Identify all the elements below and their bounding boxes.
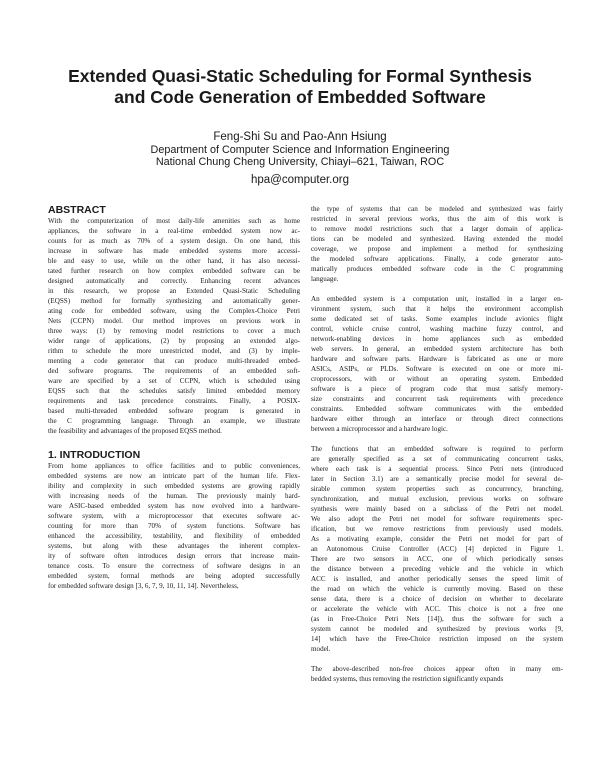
text-line: some dedicated set of tasks. Some examples include avionics flight bbox=[311, 315, 563, 323]
text-line: coverage, we propose and implement a method for synthesizing bbox=[311, 245, 563, 253]
text-line: an Autonomous Cruise Controller (ACC) [4] depicted in Figure 1. bbox=[311, 545, 563, 553]
text-line: ware ASIC-based embedded system has now evolved into a hardware- bbox=[48, 502, 300, 510]
text-line: ity of software often introduces design errors that increase main- bbox=[48, 552, 300, 560]
author-block bbox=[40, 131, 560, 186]
text-line: network-enabling devices in home appliances such as embedded bbox=[311, 335, 563, 343]
text-line: vironment system, such that it helps the environment accomplish bbox=[311, 305, 563, 313]
body-paragraph bbox=[311, 444, 563, 654]
text-line: The above-described non-free choices appear often in many em- bbox=[311, 665, 563, 673]
text-line: to remove model restrictions such that a larger domain of applica- bbox=[311, 225, 563, 233]
text-line: the type of systems that can be modeled and synthesized was fairly bbox=[311, 205, 563, 213]
text-line: restricted in several previous works, thus the aim of this work is bbox=[311, 215, 563, 223]
text-line: software system, with a microprocessor that executes software ac- bbox=[48, 512, 300, 520]
text-line: designed automatically and correctly. Enhancing recent advances bbox=[48, 277, 300, 285]
text-line: the road on which the vehicle is currently moving. Based on these bbox=[311, 585, 563, 593]
abstract-text bbox=[48, 216, 300, 436]
author-names: Feng-Shi Su and Pao-Ann Hsiung bbox=[213, 131, 387, 143]
text-line: ating code for embedded software, using the Complex-Choice Petri bbox=[48, 307, 300, 315]
text-line: An embedded system is a computation unit, installed in a larger en- bbox=[311, 295, 563, 303]
introduction-heading: 1. INTRODUCTION bbox=[48, 449, 141, 461]
text-line: constraints. Embedded software communicates with the embedded bbox=[311, 405, 563, 413]
text-line: hardware either through an interface or through direct connections bbox=[311, 415, 563, 423]
text-line: ACC is installed, and another periodically senses the speed limit of bbox=[311, 575, 563, 583]
text-line: later in Section 3.1) are a semantically precise model for several de- bbox=[311, 475, 563, 483]
text-line: embedded system, formal methods are being adopted successfully bbox=[48, 572, 300, 580]
text-line: (as in Free-Choice Petri Nets [14]), thus the software for such a bbox=[311, 615, 563, 623]
text-line: increase in software has made embedded systems more accessi- bbox=[48, 247, 300, 255]
text-line: With the computerization of most daily-life amenities such as home bbox=[48, 217, 300, 225]
text-line: software is a piece of program code that must satisfy memory- bbox=[311, 385, 563, 393]
text-line: systems, but along with these advantages the inherent complex- bbox=[48, 542, 300, 550]
text-line: three ways: (1) by removing model restrictions to cover a much bbox=[48, 327, 300, 335]
text-line: ification, but we remove restrictions from previously used models. bbox=[311, 525, 563, 533]
text-line: with increasing needs of the human. The previously mainly hard- bbox=[48, 492, 300, 500]
title-line: and Code Generation of Embedded Software bbox=[114, 87, 486, 107]
text-line: As a motivating example, consider the Petri net model for part of bbox=[311, 535, 563, 543]
right-column bbox=[311, 204, 563, 684]
text-line: requirements and task precedence constraints. Finally, a POSIX- bbox=[48, 397, 300, 405]
text-line: From home appliances to office facilities and to public conveniences, bbox=[48, 462, 300, 470]
text-line: counting for more than 70% of system functions. Software has bbox=[48, 522, 300, 530]
abstract-heading: ABSTRACT bbox=[48, 204, 106, 216]
text-line: synthesis were mainly based on a subclass of the Petri net model. bbox=[311, 505, 563, 513]
author-email: hpa@computer.org bbox=[251, 174, 349, 186]
text-line: There are two sensors in ACC, one of which periodically senses bbox=[311, 555, 563, 563]
text-line: (EQSS) method for formally synthesizing and automatically gener- bbox=[48, 297, 300, 305]
text-line: language. bbox=[311, 275, 339, 283]
text-line: for embedded software design [3, 6, 7, 9, 10, 11, 14]. Nevertheless, bbox=[48, 582, 239, 590]
text-line: size constraints and concurrent task requirements with precedence bbox=[311, 395, 563, 403]
text-line: are generally specified as a set of communicating concurrent tasks, bbox=[311, 455, 563, 463]
text-line: menting a code generator that can produce multi-threaded embed- bbox=[48, 357, 300, 365]
text-line: the feasibility and advantages of the proposed EQSS method. bbox=[48, 427, 222, 435]
text-line: web servers. In general, an embedded system architecture has both bbox=[311, 345, 563, 353]
text-line: system cannot be modeled and synthesized by previous works [9, bbox=[311, 625, 563, 633]
text-line: tions can be modeled and synthesized. Having extended the model bbox=[311, 235, 563, 243]
text-line: counts for as much as 70% of a system design. On one hand, this bbox=[48, 237, 300, 245]
text-line: appliances, the software in a real-time embedded system now ac- bbox=[48, 227, 300, 235]
text-line: matically produces embedded software code in the C programming bbox=[311, 265, 563, 273]
text-line: ASICs, ASIPs, or PLDs. Software is executed on one or more mi- bbox=[311, 365, 563, 373]
body-paragraph bbox=[311, 664, 563, 684]
text-line: based multi-threaded embedded software program is generated in bbox=[48, 407, 300, 415]
text-line: between a microprocessor and a hardware logic. bbox=[311, 425, 448, 433]
text-line: ware are specified by a set of CCPN, which is scheduled using bbox=[48, 377, 300, 385]
title-line: Extended Quasi-Static Scheduling for Formal Synthesis bbox=[68, 66, 532, 86]
introduction-paragraph bbox=[48, 461, 300, 591]
text-line: tenance costs. To ensure the correctness of software designs in an bbox=[48, 562, 300, 570]
text-line: ble and easy to use, while on the other hand, it has also necessi- bbox=[48, 257, 300, 265]
text-line: croprocessors, with or without an operating system. Embedded bbox=[311, 375, 563, 383]
text-line: in this research, we propose an Extended Quasi-Static Scheduling bbox=[48, 287, 300, 295]
text-line: rithm to schedule the more unrestricted model, and (3) by imple- bbox=[48, 347, 300, 355]
body-paragraph bbox=[311, 294, 563, 434]
body-paragraph bbox=[311, 204, 563, 284]
text-line: the distance between a preceding vehicle and the vehicle in which bbox=[311, 565, 563, 573]
text-line: sense data, there is a choice of decision on whether to decelarate bbox=[311, 595, 563, 603]
text-line: 14] which have the Free-Choice restriction imposed on the system bbox=[311, 635, 563, 643]
text-line: where each task is a sequential process. Since Petri nets (introduced bbox=[311, 465, 563, 473]
text-line: synchronization, and mutual exclusion, previous works on software bbox=[311, 495, 563, 503]
text-line: embedded systems are now an intricate part of the human life. Flex- bbox=[48, 472, 300, 480]
text-line: sirable common system properties such as concurrency, branching, bbox=[311, 485, 563, 493]
text-line: EQSS such that the schedules satisfy limited embedded memory bbox=[48, 387, 300, 395]
text-line: the C programming language. Through an example, we illustrate bbox=[48, 417, 300, 425]
text-line: We also adopt the Petri net model for software requirements spec- bbox=[311, 515, 563, 523]
text-line: hardware and software parts. Hardware is fabricated as one or more bbox=[311, 355, 563, 363]
text-line: control, vehicle cruise control, washing machine fuzzy control, and bbox=[311, 325, 563, 333]
text-line: ded software programs. The requirements of an embedded soft- bbox=[48, 367, 300, 375]
text-line: enhanced the accessibility, testability, and flexibility of embedded bbox=[48, 532, 300, 540]
text-line: ibility and complexity in such embedded systems are growing rapidly bbox=[48, 482, 300, 490]
text-line: the modeled software applications. Finally, a code generator auto- bbox=[311, 255, 563, 263]
affiliation-line: Department of Computer Science and Information Engineering bbox=[150, 144, 450, 156]
paper-title bbox=[40, 66, 560, 108]
text-line: Nets (CCPN) model. Our method improves on previous work in bbox=[48, 317, 300, 325]
affiliation-line: National Chung Cheng University, Chiayi–621, Taiwan, ROC bbox=[155, 156, 445, 168]
text-line: tated further research on how complex embedded software can be bbox=[48, 267, 300, 275]
text-line: wider range of applications, (2) by proposing an extended algo- bbox=[48, 337, 300, 345]
left-column bbox=[48, 204, 300, 591]
text-line: The functions that an embedded software is required to perform bbox=[311, 445, 563, 453]
text-line: or accelerate the vehicle with ACC. This choice is not a free one bbox=[311, 605, 563, 613]
text-line: model. bbox=[311, 645, 331, 653]
text-line: bedded systems, thus removing the restriction significantly expands bbox=[311, 675, 504, 683]
